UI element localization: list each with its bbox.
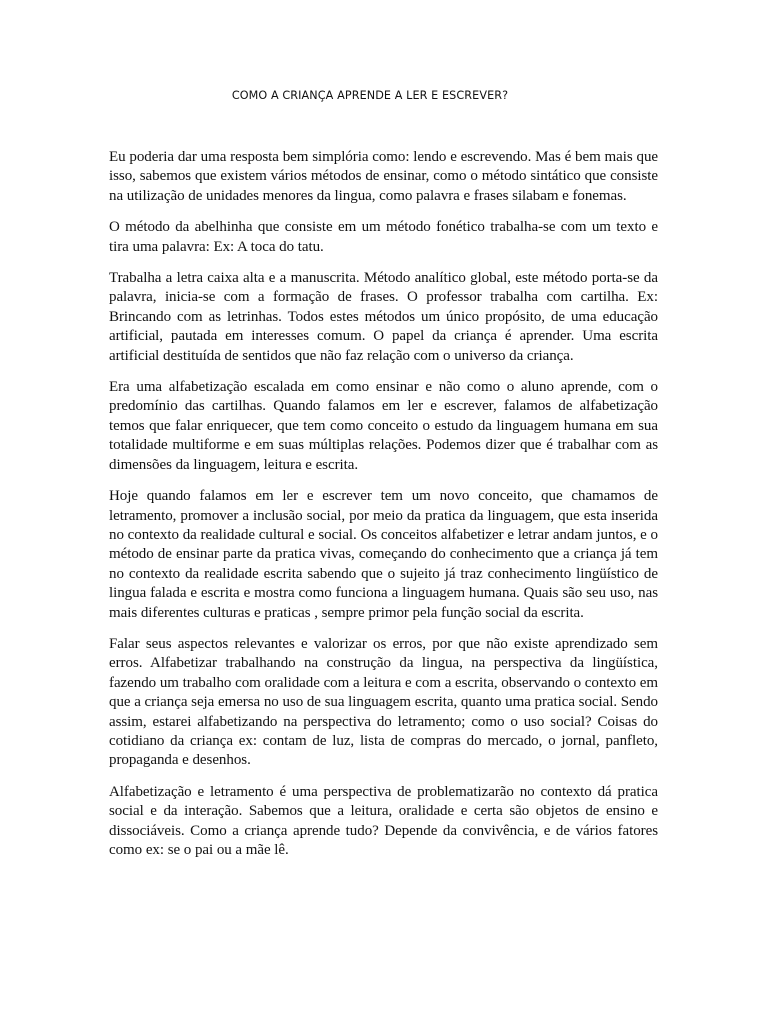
paragraph-7: Alfabetização e letramento é uma perspectiva de problematizarão no contexto dá pratica social e da interação. Sabemos que a leitura, oralidade e certa são objetos de ensino e dissociáveis. Como a criança aprende tudo? Depende da convivência, e de vários fatores como ex: se o pai ou a mãe lê. [109, 783, 658, 858]
paragraph-3: Trabalha a letra caixa alta e a manuscrita. Método analítico global, este método porta-se da palavra, inicia-se com a formação de frases. O professor trabalha com cartilha. Ex: Brincando com as letrinhas. Todos estes métodos um único propósito, de uma educação artificial, pautada em interesses comum. O papel da criança é aprender. Uma escrita artificial destituída de sentidos que não faz relação com o universo da criança. [109, 270, 658, 364]
paragraph-6: Falar seus aspectos relevantes e valorizar os erros, por que não existe aprendizado sem erros. Alfabetizar trabalhando na construção da lingua, na perspectiva da lingüística, fazendo um trabalho com oralidade com a leitura e com a escrita, observando o contexto em que a criança seja emersa no uso de sua linguagem escrita, quanto uma pratica social. Sendo assim, estarei alfabetizando na perspectiva do letramento; como o uso social? Coisas do cotidiano da criança ex: contam de luz, lista de compras do mercado, o jornal, panfleto, propaganda e desenhos. [109, 635, 658, 769]
document-body [109, 148, 658, 872]
paragraph-2: O método da abelhinha que consiste em um método fonético trabalha-se com um texto e tira uma palavra: Ex: A toca do tatu. [109, 219, 658, 255]
document-title: COMO A CRIANÇA APRENDE A LER E ESCREVER? [231, 89, 509, 102]
paragraph-1: Eu poderia dar uma resposta bem simplória como: lendo e escrevendo. Mas é bem mais que isso, sabemos que existem vários métodos de ensinar, como o método sintático que consiste na utilização de unidades menores da lingua, como palavra e frases silabam e fonemas. [109, 149, 658, 204]
paragraph-4: Era uma alfabetização escalada em como ensinar e não como o aluno aprende, com o predomínio das cartilhas. Quando falamos em ler e escrever, falamos de alfabetização temos que falar enriquecer, que tem como conceito o estudo da linguagem humana em sua totalidade multiforme e em suas múltiplas relações. Podemos dizer que é trabalhar com as dimensões da linguagem, leitura e escrita. [109, 379, 658, 473]
paragraph-5: Hoje quando falamos em ler e escrever tem um novo conceito, que chamamos de letramento, promover a inclusão social, por meio da pratica da linguagem, que esta inserida no contexto da realidade cultural e social. Os conceitos alfabetizer e letrar andam juntos, e o método de ensinar parte da pratica vivas, começando do conhecimento que a criança já tem no contexto da realidade escrita sabendo que o sujeito já traz conhecimento lingüístico de lingua falada e escrita e mostra como funciona a linguagem humana. Quais são seu uso, nas mais diferentes culturas e praticas , sempre primor pela função social da escrita. [109, 488, 658, 621]
